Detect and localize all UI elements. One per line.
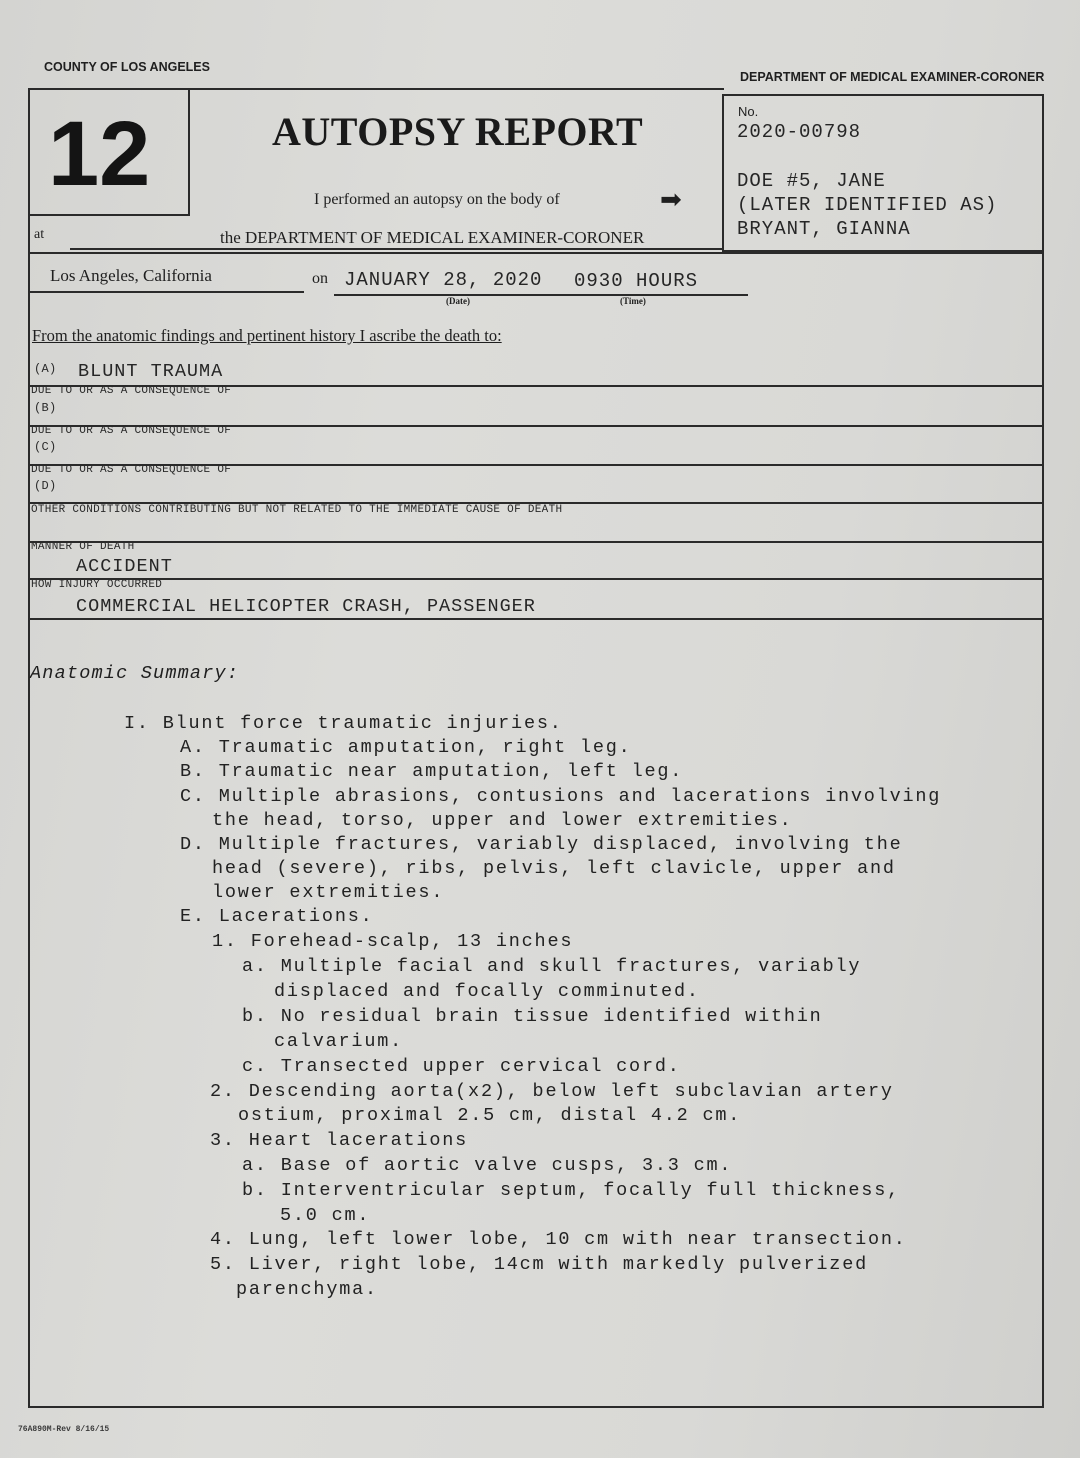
summary-line: 3. Heart lacerations [210, 1130, 469, 1151]
decedent-line2: (LATER IDENTIFIED AS) [737, 194, 998, 216]
cause-d-label: (D) [34, 479, 57, 493]
decedent-line3: BRYANT, GIANNA [737, 218, 911, 240]
summary-line: head (severe), ribs, pelvis, left clavicle, upper and [212, 858, 896, 879]
summary-line: 5. Liver, right lobe, 14cm with markedly pulverized [210, 1254, 868, 1275]
summary-line: b. Interventricular septum, focally full thickness, [242, 1180, 900, 1201]
at-label: at [34, 227, 45, 242]
how-value: COMMERCIAL HELICOPTER CRASH, PASSENGER [76, 596, 536, 617]
summary-line: A. Traumatic amputation, right leg. [180, 737, 632, 758]
frame-divider [722, 94, 724, 252]
location: Los Angeles, California [50, 266, 212, 285]
date-underline [334, 294, 748, 296]
cause-b-label: (B) [34, 401, 57, 415]
summary-line: 2. Descending aorta(x2), below left subclavian artery [210, 1081, 894, 1102]
due-label-1: DUE TO OR AS A CONSEQUENCE OF [31, 385, 232, 397]
line-other [28, 541, 1044, 543]
summary-line: calvarium. [274, 1031, 404, 1052]
summary-line: I. Blunt force traumatic injuries. [124, 713, 563, 734]
summary-line: ostium, proximal 2.5 cm, distal 4.2 cm. [238, 1105, 742, 1126]
summary-line: b. No residual brain tissue identified within [242, 1006, 823, 1027]
due-label-2: DUE TO OR AS A CONSEQUENCE OF [31, 425, 232, 437]
autopsy-time: 0930 HOURS [574, 270, 699, 292]
summary-line: C. Multiple abrasions, contusions and lacerations involving [180, 786, 942, 807]
summary-line: 1. Forehead-scalp, 13 inches [212, 931, 574, 952]
how-label: HOW INJURY OCCURRED [31, 579, 163, 591]
summary-line: parenchyma. [236, 1279, 378, 1300]
location-underline [28, 291, 304, 293]
manner-label: MANNER OF DEATH [31, 541, 135, 553]
cause-a-label: (A) [34, 362, 57, 376]
department-label: DEPARTMENT OF MEDICAL EXAMINER-CORONER [740, 70, 1045, 84]
frame-right [1042, 94, 1044, 1408]
date-caption: (Date) [446, 296, 470, 306]
arrow-right-icon: ➡ [660, 184, 682, 214]
time-caption: (Time) [620, 296, 646, 306]
report-title: AUTOPSY REPORT [272, 109, 644, 154]
frame-left [28, 88, 30, 1408]
summary-line: 5.0 cm. [280, 1205, 371, 1226]
case-number: 2020-00798 [737, 121, 862, 143]
summary-line: D. Multiple fractures, variably displaced, involving the [180, 834, 903, 855]
at-underline [70, 248, 722, 250]
autopsy-date: JANUARY 28, 2020 [344, 269, 543, 291]
form-code: 76A890M-Rev 8/16/15 [18, 1425, 110, 1434]
decedent-line1: DOE #5, JANE [737, 170, 886, 192]
due-label-3: DUE TO OR AS A CONSEQUENCE OF [31, 464, 232, 476]
cause-c-label: (C) [34, 440, 57, 454]
summary-line: a. Multiple facial and skull fractures, variably [242, 956, 862, 977]
other-conditions-label: OTHER CONDITIONS CONTRIBUTING BUT NOT RELATED TO THE IMMEDIATE CAUSE OF DEATH [31, 504, 563, 516]
summary-line: E. Lacerations. [180, 906, 374, 927]
cause-a-value: BLUNT TRAUMA [78, 361, 224, 382]
at-value: the DEPARTMENT OF MEDICAL EXAMINER-CORONER [220, 228, 645, 247]
county-label: COUNTY OF LOS ANGELES [44, 60, 210, 74]
summary-line: a. Base of aortic valve cusps, 3.3 cm. [242, 1155, 733, 1176]
page-number: 12 [48, 103, 151, 205]
summary-line: the head, torso, upper and lower extremities. [212, 810, 793, 831]
on-label: on [312, 270, 328, 287]
summary-line: 4. Lung, left lower lobe, 10 cm with near transection. [210, 1229, 907, 1250]
performed-text: I performed an autopsy on the body of [314, 191, 560, 208]
frame-top-right [724, 94, 1044, 96]
header-bottom-line [28, 252, 1044, 254]
summary-line: c. Transected upper cervical cord. [242, 1056, 681, 1077]
cause-intro: From the anatomic findings and pertinent history I ascribe the death to: [32, 326, 502, 345]
page-number-box [28, 88, 190, 216]
frame-bottom [28, 1406, 1044, 1408]
summary-line: B. Traumatic near amputation, left leg. [180, 761, 684, 782]
line-manner [28, 578, 1044, 580]
summary-heading: Anatomic Summary: [30, 663, 240, 684]
manner-value: ACCIDENT [76, 556, 173, 577]
summary-line: displaced and focally comminuted. [274, 981, 700, 1002]
summary-line: lower extremities. [212, 882, 445, 903]
line-how [28, 618, 1044, 620]
no-label: No. [738, 104, 759, 119]
